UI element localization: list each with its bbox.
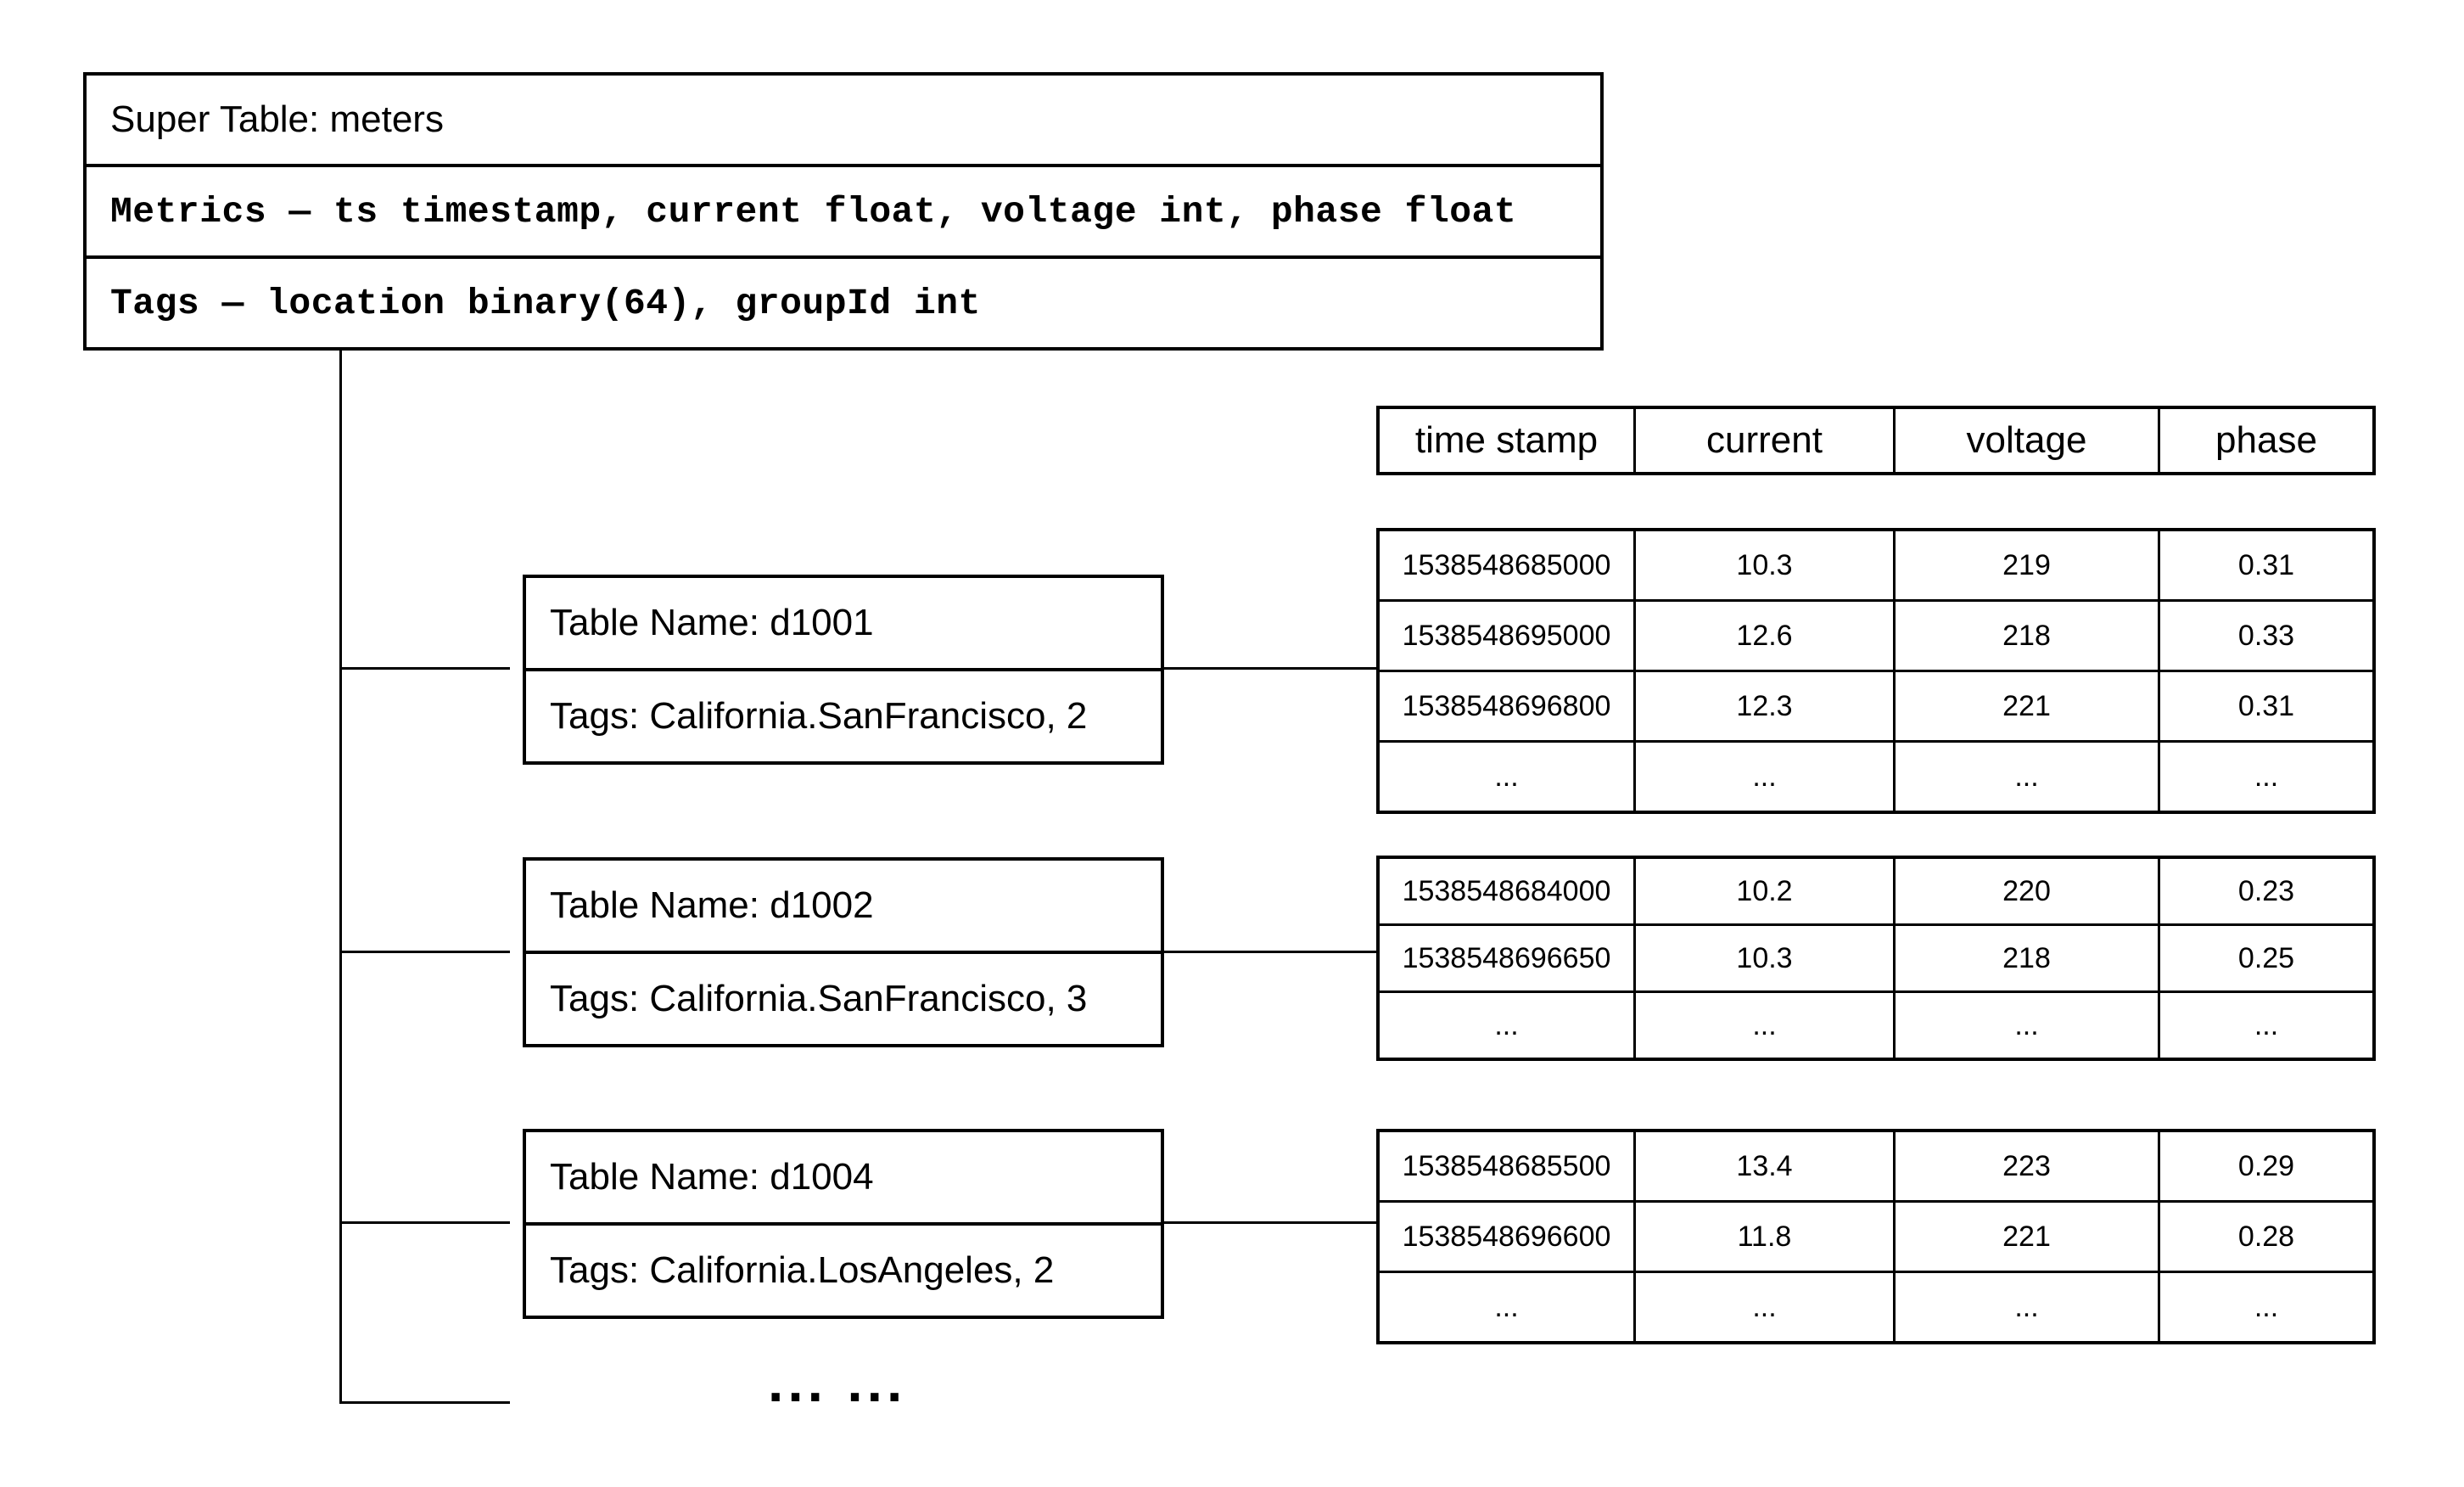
connector-d1001-table <box>1164 667 1376 670</box>
table-cell: 1538548684000 <box>1402 874 1611 907</box>
data-table-d1004 <box>1376 1129 2376 1344</box>
table-row <box>1380 859 2372 923</box>
subtable-box-d1004 <box>523 1129 1164 1319</box>
table-cell: 10.3 <box>1633 926 1893 990</box>
table-cell: ... <box>1893 743 2158 811</box>
table-cell: 1538548685000 <box>1402 548 1611 581</box>
table-cell: ... <box>1494 1290 1519 1323</box>
table-row-ellipsis <box>1380 1271 2372 1341</box>
table-cell: 12.6 <box>1633 602 1893 670</box>
super-table-tags: Tags — location binary(64), groupId int <box>87 255 1600 347</box>
branch-line-d1004 <box>339 1221 510 1224</box>
table-cell: 0.25 <box>2158 926 2372 990</box>
table-row-ellipsis <box>1380 990 2372 1058</box>
subtable-name: Table Name: d1004 <box>550 1156 874 1198</box>
table-cell: 11.8 <box>1633 1203 1893 1271</box>
table-cell: ... <box>2158 1273 2372 1341</box>
branch-line-d1001 <box>339 667 510 670</box>
table-cell: ... <box>1893 1273 2158 1341</box>
column-header-time-stamp: time stamp <box>1414 419 1599 461</box>
table-row <box>1380 1132 2372 1200</box>
connector-d1002-table <box>1164 951 1376 953</box>
subtable-box-d1002 <box>523 857 1164 1047</box>
super-table-title: Super Table: meters <box>110 98 444 140</box>
table-cell: 223 <box>1893 1132 2158 1200</box>
table-cell: 221 <box>1893 1203 2158 1271</box>
branch-line-d1002 <box>339 951 510 953</box>
subtable-name: Table Name: d1002 <box>550 884 874 926</box>
branch-line-more <box>339 1401 510 1404</box>
table-cell: 0.28 <box>2158 1203 2372 1271</box>
table-row <box>1380 599 2372 670</box>
subtable-tags: Tags: California.SanFrancisco, 3 <box>526 951 1161 1044</box>
table-cell: 1538548685500 <box>1402 1149 1611 1182</box>
data-table-d1001 <box>1376 528 2376 814</box>
table-cell: ... <box>1633 993 1893 1058</box>
table-cell: ... <box>2158 743 2372 811</box>
data-table-d1002 <box>1376 856 2376 1061</box>
table-cell: 1538548696800 <box>1402 689 1611 722</box>
table-cell: 221 <box>1893 672 2158 740</box>
table-cell: ... <box>1633 743 1893 811</box>
table-cell: 12.3 <box>1633 672 1893 740</box>
table-cell: 218 <box>1893 602 2158 670</box>
table-cell: ... <box>1893 993 2158 1058</box>
table-cell: ... <box>1494 1008 1519 1041</box>
subtable-tags: Tags: California.SanFrancisco, 2 <box>526 668 1161 761</box>
header-row <box>1380 409 2372 472</box>
table-row <box>1380 531 2372 599</box>
table-cell: 10.2 <box>1633 859 1893 923</box>
table-row-ellipsis <box>1380 740 2372 811</box>
table-cell: 219 <box>1893 531 2158 599</box>
table-cell: 1538548695000 <box>1402 619 1611 652</box>
table-cell: ... <box>2158 993 2372 1058</box>
super-table-box <box>83 72 1604 351</box>
table-cell: 0.31 <box>2158 531 2372 599</box>
table-row <box>1380 1200 2372 1271</box>
more-subtables-indicator: ... ... <box>768 1350 907 1413</box>
table-cell: 218 <box>1893 926 2158 990</box>
table-cell: 220 <box>1893 859 2158 923</box>
table-row <box>1380 670 2372 740</box>
table-cell: ... <box>1494 760 1519 793</box>
column-header-phase: phase <box>2158 409 2372 472</box>
super-table-metrics: Metrics — ts timestamp, current float, voltage int, phase float <box>87 164 1600 255</box>
subtable-tags: Tags: California.LosAngeles, 2 <box>526 1222 1161 1316</box>
table-cell: ... <box>1633 1273 1893 1341</box>
table-cell: 1538548696600 <box>1402 1220 1611 1253</box>
table-cell: 0.23 <box>2158 859 2372 923</box>
data-column-header <box>1376 406 2376 475</box>
column-header-voltage: voltage <box>1893 409 2158 472</box>
table-row <box>1380 923 2372 990</box>
table-cell: 13.4 <box>1633 1132 1893 1200</box>
table-cell: 0.29 <box>2158 1132 2372 1200</box>
table-cell: 10.3 <box>1633 531 1893 599</box>
table-cell: 0.31 <box>2158 672 2372 740</box>
table-cell: 0.33 <box>2158 602 2372 670</box>
subtable-name: Table Name: d1001 <box>550 602 874 643</box>
subtable-box-d1001 <box>523 575 1164 765</box>
column-header-current: current <box>1633 409 1893 472</box>
table-cell: 1538548696650 <box>1402 941 1611 974</box>
connector-d1004-table <box>1164 1221 1376 1224</box>
trunk-line <box>339 351 342 1404</box>
